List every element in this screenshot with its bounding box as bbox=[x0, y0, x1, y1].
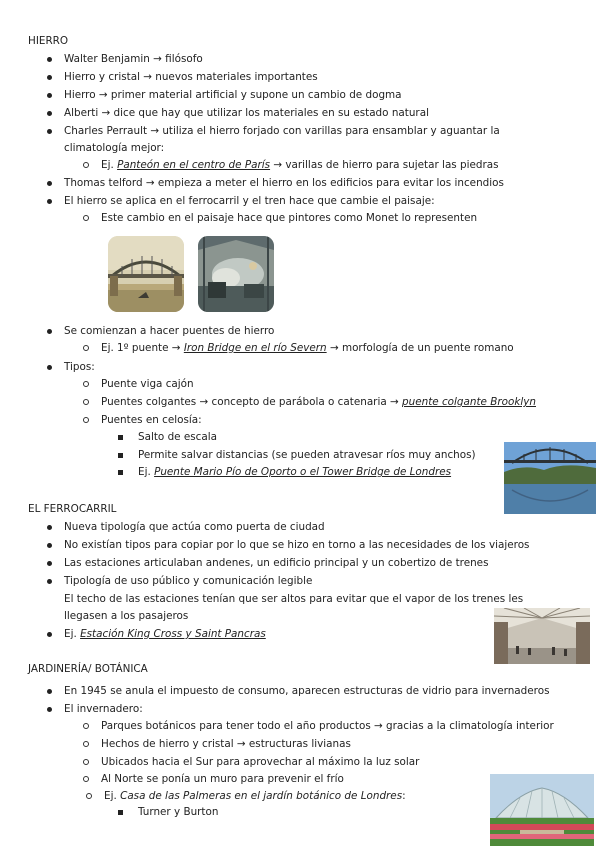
bullet bbox=[47, 199, 52, 204]
link-brooklyn[interactable]: puente colgante Brooklyn bbox=[402, 396, 536, 408]
sub-bullet bbox=[83, 399, 89, 405]
bullet bbox=[47, 707, 52, 712]
list-item: Hierro y cristal → nuevos materiales importantes bbox=[64, 71, 318, 83]
sub-bullet bbox=[83, 381, 89, 387]
link-king-cross[interactable]: Estación King Cross y Saint Pancras bbox=[80, 628, 266, 640]
sub-bullet bbox=[83, 776, 89, 782]
list-subitem: Este cambio en el paisaje hace que pintores como Monet lo representen bbox=[101, 212, 478, 224]
square-bullet bbox=[118, 470, 123, 475]
bridge-painting-image bbox=[108, 236, 184, 312]
list-subitem bbox=[101, 395, 536, 409]
bullet bbox=[47, 57, 52, 62]
list-item: Tipos: bbox=[64, 361, 95, 373]
sub-bullet bbox=[83, 162, 89, 168]
list-subitem: Al Norte se ponía un muro para prevenir el frío bbox=[101, 773, 344, 785]
list-item: No existían tipos para copiar por lo que se hizo en torno a las necesidades de los viajeros bbox=[64, 539, 530, 551]
list-item: Charles Perrault → utiliza el hierro forjado con varillas para ensamblar y aguantar la bbox=[64, 125, 500, 137]
example-title: Casa de las Palmeras en el jardín botánico de Londres bbox=[120, 790, 403, 802]
list-item: En 1945 se anula el impuesto de consumo, aparecen estructuras de vidrio para invernaderos bbox=[64, 685, 550, 697]
list-item: Walter Benjamin → filósofo bbox=[64, 53, 203, 65]
example-prefix: Ej. bbox=[101, 159, 118, 171]
bullet bbox=[47, 365, 52, 370]
section-heading-jardineria: JARDINERÍA/ BOTÁNICA bbox=[28, 663, 148, 675]
bullet bbox=[47, 181, 52, 186]
list-subsubitem: Salto de escala bbox=[138, 431, 218, 443]
link-panteon[interactable]: Panteón en el centro de París bbox=[117, 159, 271, 171]
bullet bbox=[47, 111, 52, 116]
sub-bullet bbox=[83, 759, 89, 765]
list-subitem bbox=[104, 789, 406, 803]
link-puente-oporto[interactable]: Puente Mario Pío de Oporto o el Tower Bridge de Londres bbox=[154, 466, 452, 478]
sub-bullet bbox=[83, 417, 89, 423]
list-item bbox=[64, 627, 266, 641]
bullet bbox=[47, 93, 52, 98]
type-text: Puentes colgantes → concepto de parábola o catenaria → bbox=[101, 396, 403, 408]
list-subitem: Hechos de hierro y cristal → estructuras livianas bbox=[101, 738, 351, 750]
bullet bbox=[47, 75, 52, 80]
example-suffix: → morfología de un puente romano bbox=[326, 342, 514, 354]
sub-bullet bbox=[83, 345, 89, 351]
list-item: Nueva tipología que actúa como puerta de ciudad bbox=[64, 521, 325, 533]
example-prefix: Ej. bbox=[104, 790, 121, 802]
list-item: Hierro → primer material artificial y supone un cambio de dogma bbox=[64, 89, 402, 101]
list-item: Las estaciones articulaban andenes, un edificio principal y un cobertizo de trenes bbox=[64, 557, 489, 569]
square-bullet bbox=[118, 453, 123, 458]
bullet bbox=[47, 632, 52, 637]
example-suffix: : bbox=[402, 790, 406, 802]
example-prefix: Ej. 1º puente → bbox=[101, 342, 184, 354]
station-interior-photo bbox=[494, 608, 590, 664]
link-iron-bridge[interactable]: Iron Bridge en el río Severn bbox=[183, 342, 327, 354]
sub-bullet bbox=[86, 793, 92, 799]
bullet bbox=[47, 543, 52, 548]
list-item: Tipología de uso público y comunicación legible bbox=[64, 575, 313, 587]
monet-station-painting-image bbox=[198, 236, 274, 312]
palm-house-photo bbox=[490, 774, 594, 846]
bullet bbox=[47, 525, 52, 530]
example-prefix: Ej. bbox=[138, 466, 155, 478]
list-subitem: Puente viga cajón bbox=[101, 378, 194, 390]
list-item: Se comienzan a hacer puentes de hierro bbox=[64, 325, 275, 337]
section-heading-hierro: HIERRO bbox=[28, 35, 69, 47]
example-prefix: Ej. bbox=[64, 628, 81, 640]
sub-bullet bbox=[83, 215, 89, 221]
list-item-continued: climatología mejor: bbox=[64, 142, 165, 154]
list-subitem bbox=[101, 158, 499, 172]
list-subitem: Puentes en celosía: bbox=[101, 414, 202, 426]
square-bullet bbox=[118, 435, 123, 440]
list-item: Thomas telford → empieza a meter el hierro en los edificios para evitar los incendios bbox=[64, 177, 504, 189]
example-suffix: → varillas de hierro para sujetar las piedras bbox=[270, 159, 499, 171]
lattice-bridge-photo bbox=[504, 442, 596, 514]
paragraph-line: El techo de las estaciones tenían que ser altos para evitar que el vapor de los trenes les bbox=[64, 593, 524, 605]
bullet bbox=[47, 129, 52, 134]
list-subitem: Parques botánicos para tener todo el año productos → gracias a la climatología interior bbox=[101, 720, 554, 732]
sub-bullet bbox=[83, 723, 89, 729]
square-bullet bbox=[118, 810, 123, 815]
sub-bullet bbox=[83, 741, 89, 747]
bullet bbox=[47, 561, 52, 566]
list-item: El invernadero: bbox=[64, 703, 143, 715]
paragraph-line: llegasen a los pasajeros bbox=[64, 610, 189, 622]
list-subsubitem bbox=[138, 465, 451, 479]
list-item: Alberti → dice que hay que utilizar los materiales en su estado natural bbox=[64, 107, 429, 119]
list-subitem bbox=[101, 341, 514, 355]
list-item: El hierro se aplica en el ferrocarril y el tren hace que cambie el paisaje: bbox=[64, 195, 435, 207]
bullet bbox=[47, 579, 52, 584]
bullet bbox=[47, 329, 52, 334]
list-subsubitem: Turner y Burton bbox=[138, 806, 219, 818]
list-subitem: Ubicados hacia el Sur para aprovechar al máximo la luz solar bbox=[101, 756, 420, 768]
list-subsubitem: Permite salvar distancias (se pueden atravesar ríos muy anchos) bbox=[138, 449, 476, 461]
bullet bbox=[47, 689, 52, 694]
section-heading-ferrocarril: EL FERROCARRIL bbox=[28, 503, 117, 515]
